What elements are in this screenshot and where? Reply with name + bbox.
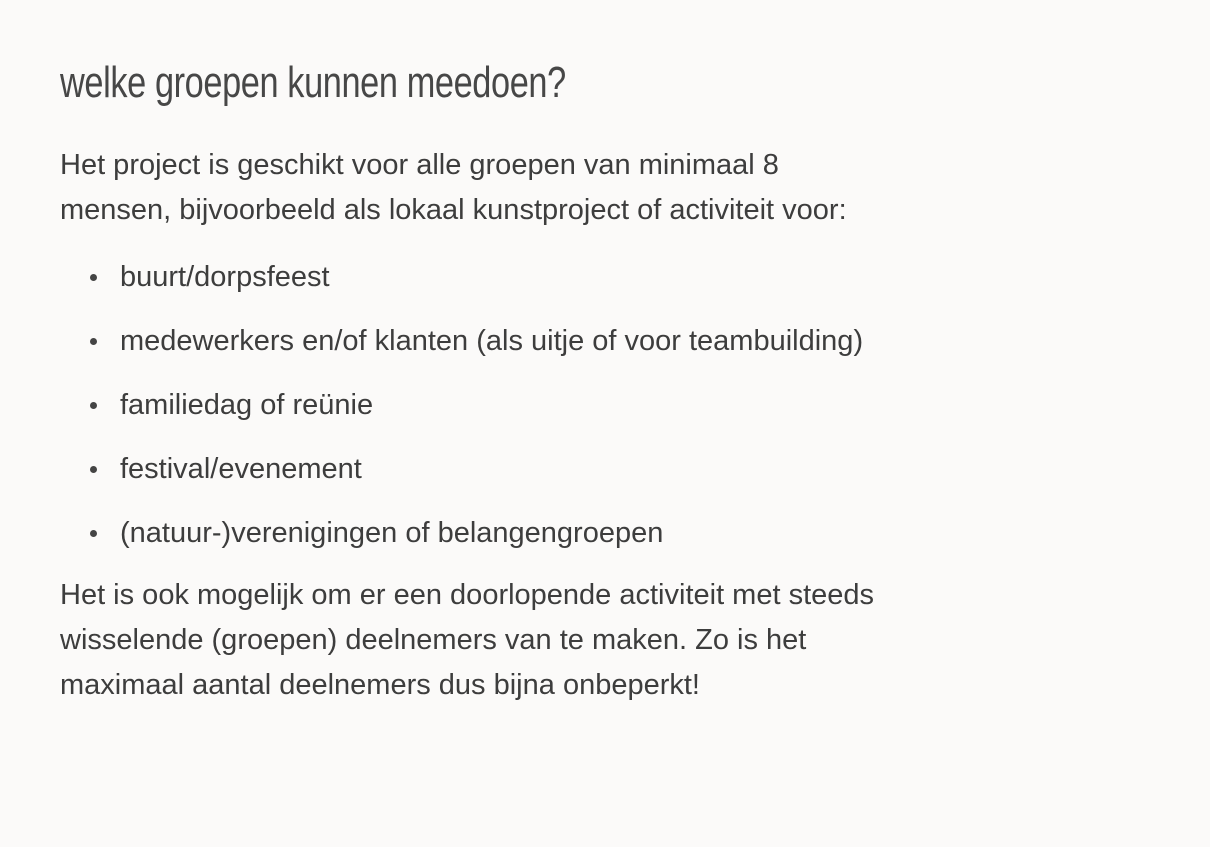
page-title: welke groepen kunnen meedoen? xyxy=(60,58,566,107)
outro-line-1: Het is ook mogelijk om er een doorlopende activiteit met steeds xyxy=(60,579,875,611)
list-item xyxy=(120,373,980,437)
list-item xyxy=(120,437,980,501)
content-section xyxy=(60,52,980,708)
bullet-icon xyxy=(90,530,97,537)
list-item-label: (natuur-)verenigingen of belangengroepen xyxy=(120,517,664,549)
list-item-label: festival/evenement xyxy=(120,453,362,485)
intro-line-1: Het project is geschikt voor alle groepen van minimaal 8 xyxy=(60,149,779,181)
bullet-icon xyxy=(90,466,97,473)
intro-line-2: mensen, bijvoorbeeld als lokaal kunstproject of activiteit voor: xyxy=(60,194,847,226)
outro-line-2: wisselende (groepen) deelnemers van te maken. Zo is het xyxy=(60,624,807,656)
outro-paragraph xyxy=(60,573,980,708)
bullet-icon xyxy=(90,402,97,409)
list-item xyxy=(120,309,980,373)
list-item-label: buurt/dorpsfeest xyxy=(120,261,330,293)
group-list xyxy=(60,245,980,565)
bullet-icon xyxy=(90,338,97,345)
intro-paragraph xyxy=(60,143,980,233)
outro-line-3: maximaal aantal deelnemers dus bijna onbeperkt! xyxy=(60,669,700,701)
list-item-label: familiedag of reünie xyxy=(120,389,374,421)
bullet-icon xyxy=(90,274,97,281)
list-item xyxy=(120,501,980,565)
list-item xyxy=(120,245,980,309)
list-item-label: medewerkers en/of klanten (als uitje of voor teambuilding) xyxy=(120,325,864,357)
